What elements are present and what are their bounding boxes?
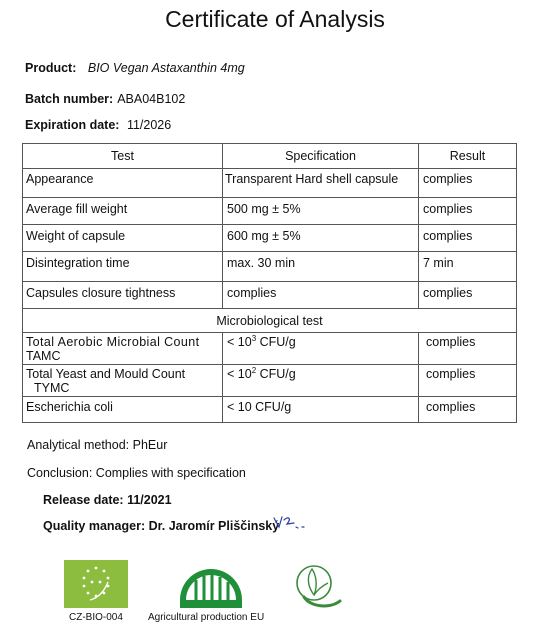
test-cell: Weight of capsule bbox=[23, 225, 223, 252]
table-row bbox=[23, 397, 517, 423]
result-cell: 7 min bbox=[419, 252, 517, 282]
result-cell: complies bbox=[419, 225, 517, 252]
spec-cell: < 10 CFU/g bbox=[223, 397, 419, 423]
release-date: Release date: 11/2021 bbox=[43, 493, 172, 507]
header-result: Result bbox=[419, 144, 517, 169]
test-abbrev: TYMC bbox=[34, 381, 70, 396]
microbiological-heading: Microbiological test bbox=[23, 309, 517, 333]
product-label: Product: bbox=[25, 61, 77, 75]
spec-cell: max. 30 min bbox=[223, 252, 419, 282]
batch-value: ABA04B102 bbox=[117, 92, 186, 106]
conclusion: Conclusion: Complies with specification bbox=[27, 466, 246, 480]
test-cell: Escherichia coli bbox=[23, 397, 223, 423]
expiration-value: 11/2026 bbox=[126, 118, 172, 132]
table-header-row bbox=[23, 144, 517, 169]
table-row bbox=[23, 252, 517, 282]
header-test: Test bbox=[23, 144, 223, 169]
table-row bbox=[23, 225, 517, 252]
test-cell: Average fill weight bbox=[23, 198, 223, 225]
result-cell: complies bbox=[419, 333, 517, 365]
bio-caption: Agricultural production EU bbox=[148, 612, 265, 623]
table-row bbox=[23, 365, 517, 397]
test-cell bbox=[23, 333, 223, 365]
result-cell: complies bbox=[419, 397, 517, 423]
quality-manager: Quality manager: Dr. Jaromír Pliščinský bbox=[43, 519, 280, 533]
header-specification: Specification bbox=[223, 144, 419, 169]
expiration-line bbox=[25, 118, 171, 132]
test-name: Total Yeast and Mould Count bbox=[26, 367, 186, 381]
spec-cell: complies bbox=[223, 282, 419, 309]
table-row bbox=[23, 282, 517, 309]
test-cell: Appearance bbox=[23, 169, 223, 198]
document-title: Certificate of Analysis bbox=[165, 6, 385, 32]
result-cell: complies bbox=[419, 282, 517, 309]
eu-organic-leaf-icon bbox=[64, 560, 128, 608]
analysis-table bbox=[22, 143, 517, 423]
table-row bbox=[23, 333, 517, 365]
bio-logo-icon bbox=[176, 566, 246, 610]
signature-icon bbox=[272, 512, 308, 534]
test-abbrev: TAMC bbox=[26, 349, 61, 364]
vegan-logo-icon bbox=[290, 561, 350, 613]
expiration-label: Expiration date: bbox=[25, 118, 120, 132]
spec-cell: Transparent Hard shell capsule bbox=[223, 169, 419, 198]
spec-cell: 500 mg ± 5% bbox=[223, 198, 419, 225]
batch-line bbox=[25, 92, 185, 106]
spec-cell: 600 mg ± 5% bbox=[223, 225, 419, 252]
product-value: BIO Vegan Astaxanthin 4mg bbox=[87, 61, 245, 75]
product-line bbox=[25, 61, 245, 75]
microbiological-heading-row bbox=[23, 309, 517, 333]
eu-code-caption: CZ-BIO-004 bbox=[69, 612, 123, 623]
test-name: Total Aerobic Microbial Count bbox=[26, 335, 200, 349]
result-cell: complies bbox=[419, 198, 517, 225]
spec-cell: < $10^2$ CFU/g bbox=[223, 365, 419, 397]
result-cell: complies bbox=[419, 365, 517, 397]
test-cell: Capsules closure tightness bbox=[23, 282, 223, 309]
batch-label: Batch number: bbox=[25, 92, 114, 106]
test-cell bbox=[23, 365, 223, 397]
analytical-method: Analytical method: PhEur bbox=[27, 438, 168, 452]
result-cell: complies bbox=[419, 169, 517, 198]
spec-cell: < $10^3$ CFU/g bbox=[223, 333, 419, 365]
table-row bbox=[23, 198, 517, 225]
table-row bbox=[23, 169, 517, 198]
test-cell: Disintegration time bbox=[23, 252, 223, 282]
